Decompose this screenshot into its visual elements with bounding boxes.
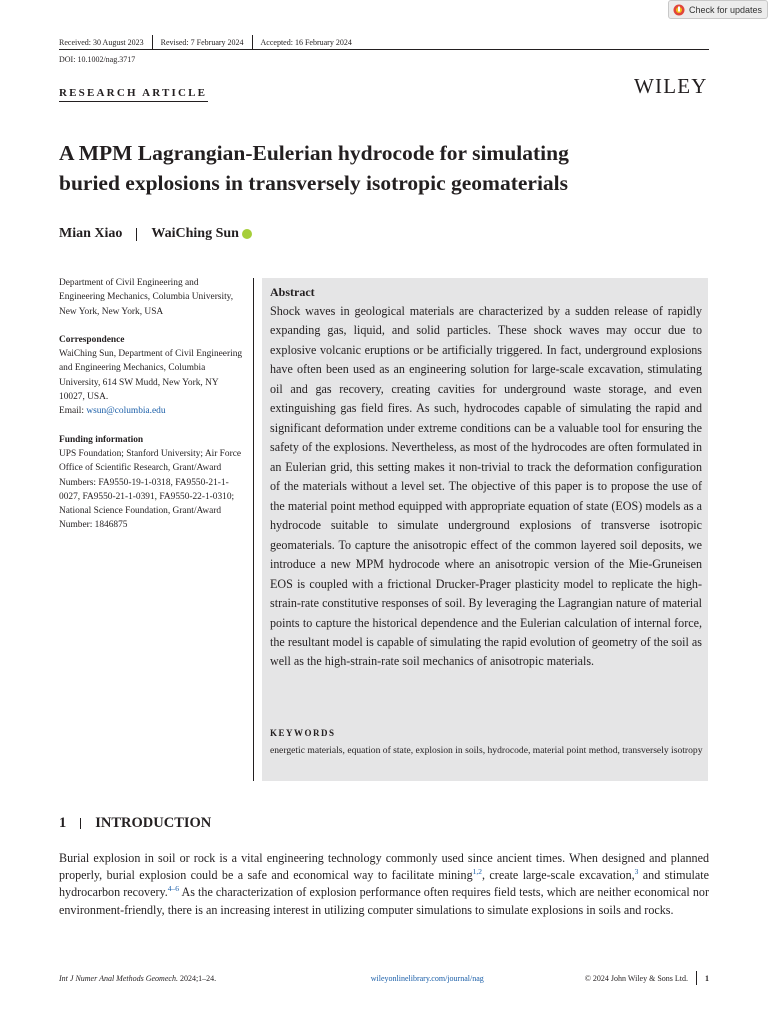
intro-paragraph [59, 850, 709, 919]
article-type: RESEARCH ARTICLE [59, 87, 208, 99]
correspondence-heading: Correspondence [59, 334, 125, 345]
affiliation: Department of Civil Engineering and Engineering Mechanics, Columbia University, New York, New York, USA [59, 278, 234, 317]
header-rule [59, 49, 709, 50]
section-heading [59, 815, 211, 832]
author-1[interactable]: Mian Xiao [59, 226, 123, 241]
intro-text-2: , create large-scale excavation, [482, 868, 635, 883]
citation-link[interactable]: 3 [634, 867, 639, 877]
check-for-updates-button[interactable] [668, 0, 768, 19]
copyright: © 2024 John Wiley & Sons Ltd. [584, 973, 688, 983]
footer-citation [59, 974, 298, 983]
abstract-divider [253, 278, 254, 781]
intro-text-1: Burial explosion in soil or rock is a vital engineering technology commonly used since ancient times. When designed and planned properly, burial explosion could be a safe and economical way to facilitate mining [59, 851, 709, 883]
publisher-logo: WILEY [634, 74, 708, 98]
check-for-updates-label: Check for updates [689, 4, 763, 15]
article-info [59, 276, 244, 533]
accepted-date: Accepted: 16 February 2024 [260, 37, 352, 47]
divider [696, 971, 697, 985]
correspondence-text [59, 347, 244, 418]
journal-url-link[interactable]: wileyonlinelibrary.com/journal/nag [370, 973, 484, 983]
intro-text-3: and stimulate hydrocarbon recovery. [59, 868, 709, 900]
journal-volume: 2024;1–24. [177, 973, 217, 983]
citation-link[interactable]: 4–6 [167, 884, 180, 894]
page-footer [59, 971, 709, 985]
section-number: 1 [59, 815, 67, 831]
article-type-rule [59, 101, 208, 102]
keywords-heading: KEYWORDS [270, 728, 336, 738]
doi[interactable]: DOI: 10.1002/nag.3717 [59, 55, 136, 64]
section-title: INTRODUCTION [95, 815, 212, 831]
divider [136, 228, 137, 241]
divider [152, 35, 153, 49]
email-label: Email: [59, 406, 87, 417]
funding-text: UPS Foundation; Stanford University; Air Force Office of Scientific Research, Grant/Award Numbers: FA9550-19-1-0318, FA9550-21-1-0027, FA9550-21-1-0391, FA9550-22-1-0310; National Science Foundation, Grant/Award Number: 1846875 [59, 448, 242, 531]
author-2[interactable]: WaiChing Sun [151, 226, 239, 241]
revised-date: Revised: 7 February 2024 [160, 37, 244, 47]
journal-name: Int J Numer Anal Methods Geomech. [59, 973, 178, 983]
page-number: 1 [705, 973, 709, 983]
abstract-text: Shock waves in geological materials are characterized by a sudden release of rapidly expanding gas, liquid, and solid particles. These shock waves may occur due to explosive volcanic eruptions or be artificially triggered. In fact, underground explosions have often been used as an engineering solution for large-scale excavation, stimulating oil and gas recovery, creating cavities for underground waste storage, and even extinguishing gas field fires. As such, hydrocodes capable of simulating the rapid and significant deformation under extreme conditions can be a valuable tool for ensuring the safety of the explosions. Nevertheless, as most of the hydrocodes are often formulated in an Eulerian grid, this setting makes it non-trivial to track the deformation configuration of the materials without a level set. The objective of this paper is to propose the use of the material point method equipped with appropriate equation of state (EOS) models as a hydrocode suitable to simulate underground explosions of transverse isotropic geomaterials. To capture the anisotropic effect of the common layered soil deposits, we introduce a new MPM hydrocode where an anisotropic version of the Mie-Gruneisen EOS is coupled with a frictional Drucker-Prager plasticity model to replicate the high-strain-rate constitutive responses of soil. By leveraging the Lagrangian nature of material points to capture the historical dependence and the Eulerian calculation of internal force, the resultant model is capable of simulating the rapid evolution of geometry of the soil as well as the high-strain-rate soil mechanics of anisotropic materials. [270, 304, 702, 669]
received-date: Received: 30 August 2023 [59, 37, 144, 47]
title-line-1: A MPM Lagrangian-Eulerian hydrocode for simulating [59, 141, 569, 165]
intro-text-4: As the characterization of explosion performance often requires field tests, which are neither economical nor environment-friendly, there is an increasing interest in utilizing computer simulations to simulate explosions in soils and rocks. [59, 885, 709, 917]
orcid-icon[interactable] [242, 229, 252, 239]
update-icon [673, 4, 685, 16]
citation-link[interactable]: 1,2 [472, 867, 483, 877]
divider [80, 818, 81, 829]
divider [252, 35, 253, 49]
author-list [59, 226, 252, 242]
email-link[interactable]: wsun@columbia.edu [86, 406, 166, 417]
abstract-heading: Abstract [270, 285, 315, 299]
article-dates [59, 35, 352, 49]
correspondence-address: WaiChing Sun, Department of Civil Engineering and Engineering Mechanics, Columbia University, 614 SW Mudd, New York, NY 10027, USA. [59, 349, 243, 403]
keywords-text: energetic materials, equation of state, explosion in soils, hydrocode, material point method, transversely isotropy [270, 745, 703, 756]
title-line-2: buried explosions in transversely isotropic geomaterials [59, 171, 569, 195]
funding-heading: Funding information [59, 434, 144, 445]
paper-title [59, 138, 719, 198]
